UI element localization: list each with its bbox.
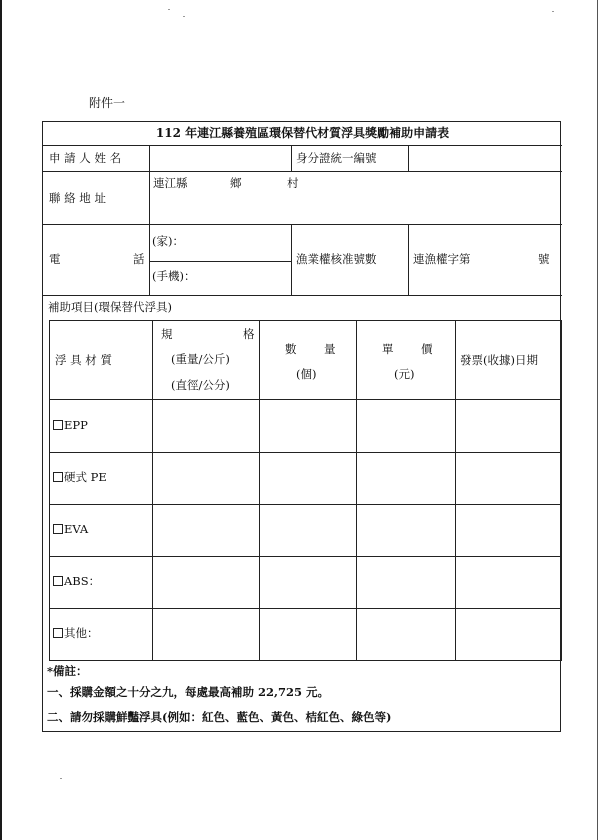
checkbox[interactable] bbox=[53, 524, 63, 534]
rule-label-col bbox=[149, 145, 150, 295]
rule-phone-bottom bbox=[43, 295, 562, 296]
scan-speck bbox=[168, 9, 170, 10]
fishing-right-label: 漁業權核准號數 bbox=[296, 252, 377, 266]
address-village: 村 bbox=[287, 176, 299, 190]
notes-header: *備註： bbox=[47, 664, 88, 678]
rule-grid-col2 bbox=[259, 320, 260, 660]
material-name: 其他： bbox=[64, 626, 99, 640]
rule-row5 bbox=[49, 660, 562, 661]
material-row-epp bbox=[53, 420, 88, 432]
rule-fishing-left bbox=[291, 224, 292, 295]
price-unit: (元) bbox=[394, 367, 415, 381]
rule-row4 bbox=[49, 608, 562, 609]
scan-edge-left bbox=[0, 0, 2, 840]
rule-grid-col3 bbox=[356, 320, 357, 660]
scan-speck bbox=[60, 778, 62, 779]
spec-weight-unit: (重量/公斤) bbox=[171, 352, 230, 366]
address-county: 連江縣 bbox=[153, 176, 188, 190]
subsidy-items-label: 補助項目(環保替代浮具) bbox=[48, 300, 172, 314]
rule-grid-col4 bbox=[455, 320, 456, 660]
form-title: 112 年連江縣養殖區環保替代材質浮具獎勵補助申請表 bbox=[155, 126, 450, 140]
applicant-name-label: 申 請 人 姓 名 bbox=[49, 151, 122, 165]
price-column-header-b: 價 bbox=[421, 342, 433, 356]
rule-address-bottom bbox=[43, 224, 562, 225]
spec-column-header-b: 格 bbox=[243, 327, 255, 341]
rule-grid-top bbox=[49, 320, 562, 321]
rule-grid-right bbox=[561, 320, 562, 660]
phone-home-label: (家)： bbox=[152, 234, 184, 248]
checkbox[interactable] bbox=[53, 628, 63, 638]
fishing-right-suffix: 號 bbox=[538, 252, 550, 266]
material-row-abs bbox=[53, 576, 100, 588]
rule-id-left bbox=[291, 145, 292, 171]
material-name: ABS： bbox=[64, 574, 101, 588]
rule-row2 bbox=[49, 504, 562, 505]
rule-grid-col1 bbox=[152, 320, 153, 660]
phone-label-right: 話 bbox=[133, 252, 145, 266]
checkbox[interactable] bbox=[53, 472, 63, 482]
rule-fishing-right bbox=[408, 224, 409, 295]
rule-id-right bbox=[408, 145, 409, 171]
annex-label: 附件一 bbox=[89, 96, 126, 110]
spec-size-unit: (直徑/公分) bbox=[171, 378, 230, 392]
material-column-header: 浮 具 材 質 bbox=[55, 353, 112, 367]
fishing-right-prefix: 連漁權字第 bbox=[413, 252, 471, 266]
material-row-eva bbox=[53, 524, 88, 536]
spec-column-header-a: 規 bbox=[161, 327, 173, 341]
material-name: EPP bbox=[64, 418, 88, 432]
rule-name-bottom bbox=[43, 171, 562, 172]
material-row-other bbox=[53, 628, 99, 640]
note-2: 二、請勿採購鮮豔浮具(例如：紅色、藍色、黃色、桔紅色、綠色等) bbox=[47, 710, 392, 724]
rule-row3 bbox=[49, 556, 562, 557]
phone-label-left: 電 bbox=[49, 252, 61, 266]
material-name: 硬式 PE bbox=[64, 470, 107, 484]
phone-mobile-label: (手機)： bbox=[152, 269, 196, 283]
id-number-label: 身分證統一編號 bbox=[296, 151, 377, 165]
application-form bbox=[42, 121, 561, 732]
material-name: EVA bbox=[64, 522, 89, 536]
material-row-hard-pe bbox=[53, 472, 107, 484]
checkbox[interactable] bbox=[53, 420, 63, 430]
scan-speck bbox=[552, 11, 554, 12]
note-1: 一、採購金額之十分之九，每處最高補助 22,725 元。 bbox=[47, 685, 330, 699]
quantity-column-header-a: 數 bbox=[285, 342, 297, 356]
invoice-date-column-header: 發票(收據)日期 bbox=[460, 353, 538, 367]
rule-header-bottom bbox=[49, 399, 562, 400]
checkbox[interactable] bbox=[53, 576, 63, 586]
rule-title-bottom bbox=[43, 145, 562, 146]
quantity-column-header-b: 量 bbox=[324, 342, 336, 356]
address-label: 聯 絡 地 址 bbox=[49, 191, 106, 205]
scan-speck bbox=[183, 16, 185, 17]
quantity-unit: (個) bbox=[296, 367, 317, 381]
price-column-header-a: 單 bbox=[382, 342, 394, 356]
rule-phone-split bbox=[149, 261, 291, 262]
rule-grid-left bbox=[49, 320, 50, 660]
rule-row1 bbox=[49, 452, 562, 453]
address-township: 鄉 bbox=[230, 176, 242, 190]
